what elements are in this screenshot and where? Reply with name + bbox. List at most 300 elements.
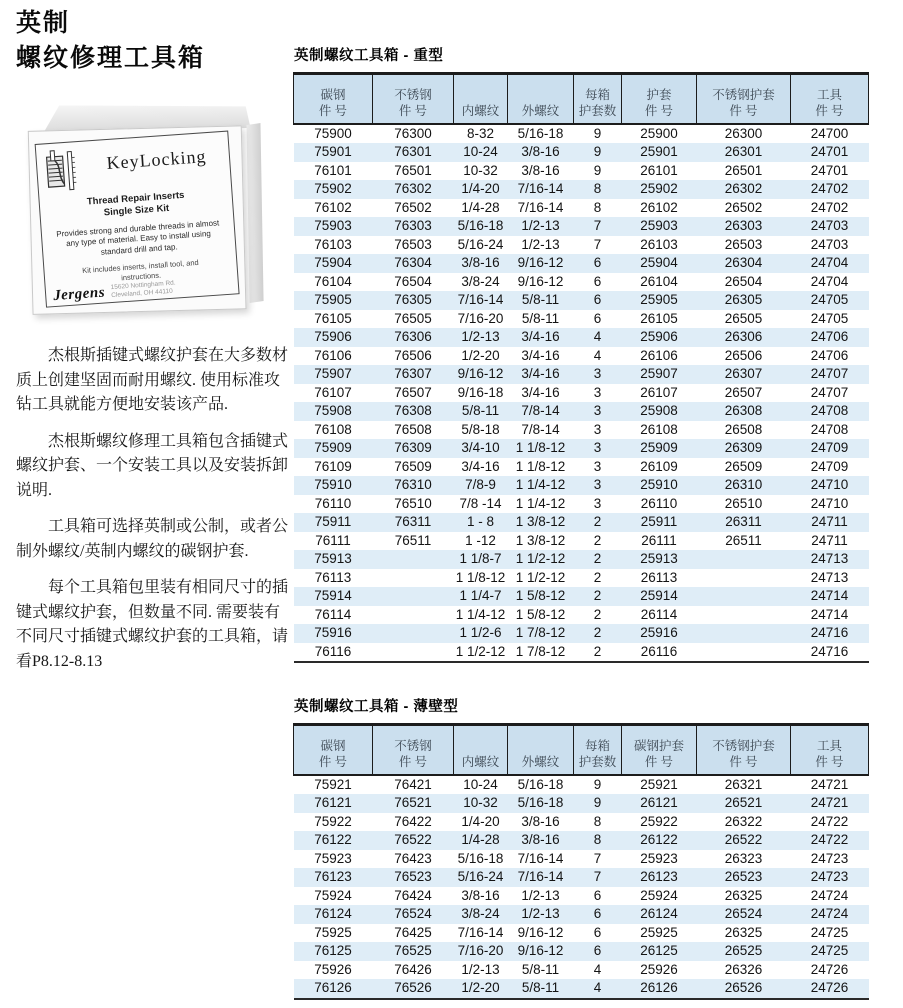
table-cell: 7/16-14 xyxy=(517,869,564,884)
table-cell: 76116 xyxy=(314,643,352,659)
table-cell: 76508 xyxy=(394,421,432,437)
table-cell: 26509 xyxy=(724,458,763,474)
table-cell: 76422 xyxy=(394,813,432,829)
table-cell: 25913 xyxy=(640,551,678,566)
table-cell: 6 xyxy=(593,255,602,270)
table-cell: 76125 xyxy=(314,943,352,958)
table-cell: 2 xyxy=(593,643,602,659)
table-cell: 1 -12 xyxy=(465,532,496,548)
table-cell: 24703 xyxy=(810,236,849,252)
right-column xyxy=(293,44,878,1000)
intro-paragraph-3: 工具箱可选择英制或公制，或者公制外螺纹/英制内螺纹的碳钢护套. xyxy=(16,518,289,560)
table-cell: 7/8 -14 xyxy=(459,495,502,511)
table-cell: 26113 xyxy=(640,569,678,585)
table-cell: 7/16-14 xyxy=(517,850,564,866)
table-cell: 9/16-12 xyxy=(517,924,564,940)
table-row xyxy=(294,254,869,273)
table-cell: 5/8-11 xyxy=(461,403,500,418)
table-cell: 5/16-18 xyxy=(457,850,504,866)
column-header: 不锈钢护套 件 号 xyxy=(697,725,791,775)
box-description: Provides strong and durable threads in almost any type of material. Easy to install using standard drill and tap. xyxy=(56,218,220,257)
table-cell: 3 xyxy=(593,458,602,474)
table-cell: 1 3/8-12 xyxy=(515,514,566,529)
table-cell: 9/16-12 xyxy=(457,366,504,381)
table-row xyxy=(294,384,869,403)
table-cell: 26310 xyxy=(724,477,763,492)
table-cell: 9 xyxy=(593,162,602,178)
table-cell: 24710 xyxy=(810,477,849,492)
parts-table-thin-wall xyxy=(293,723,869,1000)
table-row xyxy=(294,310,869,329)
table-cell: 75904 xyxy=(314,255,352,270)
table-cell: 24708 xyxy=(810,421,849,437)
table-cell: 26116 xyxy=(640,643,678,659)
table-cell: 76103 xyxy=(314,236,352,252)
column-header: 外螺纹 xyxy=(508,74,574,124)
table-cell: 3/8-24 xyxy=(461,273,500,289)
table-cell: 24716 xyxy=(810,643,849,659)
table-cell: 75909 xyxy=(314,440,352,455)
table-cell: 9 xyxy=(593,776,602,792)
table-cell: 1 1/8-12 xyxy=(515,440,566,455)
table-cell: 26301 xyxy=(724,144,763,159)
table-cell: 24723 xyxy=(810,850,849,866)
table-cell: 4 xyxy=(593,980,602,995)
table-cell: 24708 xyxy=(810,403,849,418)
table-cell: 76504 xyxy=(394,273,432,289)
column-header: 每箱 护套数 xyxy=(574,74,622,124)
table-cell: 26309 xyxy=(724,440,763,455)
table-cell: 24722 xyxy=(810,832,849,847)
table-row xyxy=(294,813,869,832)
table-cell: 76523 xyxy=(394,869,432,884)
table-cell: 1/2-13 xyxy=(461,961,500,977)
table-cell: 25906 xyxy=(640,329,678,344)
table-cell: 76305 xyxy=(394,292,432,307)
box-side-face xyxy=(246,123,263,303)
table-cell: 25924 xyxy=(640,887,678,903)
table-cell xyxy=(373,606,454,625)
table-row xyxy=(294,569,869,588)
table-cell: 25904 xyxy=(640,255,678,270)
table-cell: 75901 xyxy=(314,144,352,159)
table-cell: 26107 xyxy=(640,384,678,400)
table-cell: 24710 xyxy=(810,495,849,511)
table-cell: 6 xyxy=(593,310,602,326)
table-cell: 1 1/8-12 xyxy=(455,569,506,585)
table-cell: 2 xyxy=(593,588,602,603)
column-header: 内螺纹 xyxy=(454,74,508,124)
column-header: 碳钢护套 件 号 xyxy=(622,725,697,775)
table-cell: 26306 xyxy=(724,329,763,344)
table-cell: 26522 xyxy=(724,832,763,847)
table-cell: 76126 xyxy=(314,980,352,995)
table-cell: 3/4-16 xyxy=(521,347,560,363)
table-cell: 5/16-24 xyxy=(457,236,504,252)
table-cell: 24704 xyxy=(810,255,849,270)
table-cell: 7/16-14 xyxy=(457,924,504,940)
table-cell: 75924 xyxy=(314,887,352,903)
jergens-logo: Jergens xyxy=(52,284,106,304)
table-cell: 76113 xyxy=(314,569,352,585)
table-cell: 3/8-16 xyxy=(521,832,560,847)
table-cell: 10-24 xyxy=(463,776,498,792)
table-cell: 1 - 8 xyxy=(466,514,494,529)
table-cell: 25903 xyxy=(640,218,678,233)
table-cell: 24716 xyxy=(810,625,849,640)
table-cell: 6 xyxy=(593,943,602,958)
table-row xyxy=(294,162,869,181)
table-row xyxy=(294,905,869,924)
table-cell: 3/4-16 xyxy=(521,329,560,344)
table-cell: 1 1/2-12 xyxy=(515,551,566,566)
table-cell: 7 xyxy=(593,218,602,233)
table-cell: 26110 xyxy=(640,495,678,511)
table-cell: 76510 xyxy=(394,495,432,511)
table-cell: 26523 xyxy=(724,869,763,884)
box-brand: KeyLocking xyxy=(105,146,208,174)
table-cell: 5/16-24 xyxy=(457,869,504,884)
table-cell: 3/8-16 xyxy=(521,162,560,178)
thin-wall-section xyxy=(293,695,878,1000)
table-cell: 76102 xyxy=(314,199,352,215)
table-cell: 26305 xyxy=(724,292,763,307)
table-cell: 24707 xyxy=(810,366,849,381)
table-cell xyxy=(697,569,791,588)
table-cell: 26506 xyxy=(724,347,763,363)
table-cell: 76114 xyxy=(314,606,352,622)
table-row xyxy=(294,961,869,980)
table-cell: 5/8-11 xyxy=(521,292,560,307)
table-cell: 76526 xyxy=(394,980,432,995)
table-cell: 76306 xyxy=(394,329,432,344)
table-cell: 24704 xyxy=(810,273,849,289)
table-cell: 75913 xyxy=(314,551,352,566)
table-cell: 24726 xyxy=(810,961,849,977)
table-cell: 76521 xyxy=(394,795,432,810)
table-cell: 75911 xyxy=(314,514,352,529)
table-cell: 3 xyxy=(593,477,602,492)
table-cell: 76507 xyxy=(394,384,432,400)
table-cell: 1 1/4-7 xyxy=(459,588,502,603)
table-cell: 25900 xyxy=(640,125,678,141)
table-cell: 76302 xyxy=(394,181,432,196)
table-cell: 25922 xyxy=(640,813,678,829)
table-cell: 76301 xyxy=(394,144,432,159)
table-cell: 3 xyxy=(593,495,602,511)
table-cell: 9 xyxy=(593,795,602,810)
table-row xyxy=(294,495,869,514)
table-cell: 75905 xyxy=(314,292,352,307)
table-row xyxy=(294,587,869,606)
table-cell: 26106 xyxy=(640,347,678,363)
table-cell xyxy=(697,550,791,569)
table-cell: 26321 xyxy=(724,776,763,792)
table-cell: 6 xyxy=(593,924,602,940)
table-cell: 5/16-18 xyxy=(517,776,564,792)
table-cell: 26323 xyxy=(724,850,763,866)
table-cell: 1 3/8-12 xyxy=(515,532,566,548)
table-cell: 7 xyxy=(593,869,602,884)
table-title-heavy-duty: 英制螺纹工具箱 - 重型 xyxy=(294,48,444,64)
table-cell: 3 xyxy=(593,440,602,455)
box-subtitle-1: Thread Repair Inserts xyxy=(86,189,185,208)
table-cell: 76311 xyxy=(394,514,432,529)
table-cell: 8 xyxy=(593,832,602,847)
table-row xyxy=(294,775,869,795)
column-header: 内螺纹 xyxy=(454,725,508,775)
table-cell: 2 xyxy=(593,625,602,640)
table-cell: 24709 xyxy=(810,440,849,455)
intro-paragraph-1: 杰根斯插键式螺纹护套在大多数材质上创建坚固而耐用螺纹. 使用标准攻钻工具就能方便地安装该产品. xyxy=(16,347,289,413)
table-cell: 76503 xyxy=(394,236,432,252)
table-cell: 1 1/8-7 xyxy=(459,551,502,566)
table-cell: 8 xyxy=(593,813,602,829)
table-cell: 25907 xyxy=(640,366,678,381)
table-cell: 9/16-18 xyxy=(457,384,504,400)
table-cell: 76421 xyxy=(394,776,432,792)
table-cell: 25902 xyxy=(640,181,678,196)
table-cell: 26125 xyxy=(640,943,678,958)
table-row xyxy=(294,365,869,384)
table-cell: 24700 xyxy=(810,125,849,141)
table-cell: 9 xyxy=(593,144,602,159)
column-header: 工具 件 号 xyxy=(791,74,869,124)
box-address: 15620 Nottingham Rd. Cleveland, OH 44110 xyxy=(110,279,176,300)
column-header: 不锈钢护套 件 号 xyxy=(697,74,791,124)
table-cell: 76109 xyxy=(314,458,352,474)
table-cell: 24705 xyxy=(810,292,849,307)
column-header: 护套 件 号 xyxy=(622,74,697,124)
table-cell: 26502 xyxy=(724,199,763,215)
table-cell: 24721 xyxy=(810,795,849,810)
table-cell: 5/8-11 xyxy=(521,980,560,995)
table-cell xyxy=(697,624,791,643)
table-cell: 6 xyxy=(593,292,602,307)
table-cell: 75906 xyxy=(314,329,352,344)
table-cell: 75916 xyxy=(314,625,352,640)
table-cell: 1/2-13 xyxy=(521,218,560,233)
table-cell: 1/2-13 xyxy=(521,887,560,903)
table-cell: 8 xyxy=(593,181,602,196)
table-cell: 3/4-16 xyxy=(521,384,560,400)
table-cell: 24705 xyxy=(810,310,849,326)
table-cell: 24721 xyxy=(810,776,849,792)
table-cell: 76307 xyxy=(394,366,432,381)
table-cell: 76105 xyxy=(314,310,352,326)
column-header: 不锈钢 件 号 xyxy=(373,725,454,775)
header-row xyxy=(294,74,869,124)
table-cell: 6 xyxy=(593,273,602,289)
table-cell: 3/8-16 xyxy=(461,255,500,270)
table-row xyxy=(294,291,869,310)
box-includes: Kit includes inserts, install tool, and instructions. xyxy=(81,257,199,283)
table-cell: 7/8-14 xyxy=(521,403,560,418)
table-cell: 26114 xyxy=(640,606,678,622)
table-cell: 26526 xyxy=(724,980,763,995)
table-row xyxy=(294,328,869,347)
table-cell: 1/4-20 xyxy=(461,813,500,829)
table-cell: 26501 xyxy=(724,162,763,178)
table-cell: 76303 xyxy=(394,218,432,233)
table-cell: 26302 xyxy=(724,181,763,196)
table-cell: 1 1/2-6 xyxy=(459,625,502,640)
table-cell: 5/8-11 xyxy=(521,310,560,326)
table-cell: 1/2-20 xyxy=(461,980,500,995)
table-row xyxy=(294,624,869,643)
table-cell: 75923 xyxy=(314,850,352,866)
table-cell: 25911 xyxy=(640,514,678,529)
table-cell: 24724 xyxy=(810,887,849,903)
table-cell: 10-32 xyxy=(463,162,498,178)
table-cell: 24725 xyxy=(810,924,849,940)
table-cell: 76310 xyxy=(394,477,432,492)
table-cell: 76511 xyxy=(394,532,432,548)
table-cell: 24725 xyxy=(810,943,849,958)
table-cell: 7/16-20 xyxy=(457,310,504,326)
table-cell: 3/8-16 xyxy=(461,887,500,903)
table-row xyxy=(294,402,869,421)
table-cell: 76121 xyxy=(314,795,352,810)
table-cell: 24703 xyxy=(810,218,849,233)
table-cell xyxy=(697,587,791,606)
table-row xyxy=(294,439,869,458)
table-row xyxy=(294,476,869,495)
table-cell xyxy=(373,643,454,663)
table-cell: 26508 xyxy=(724,421,763,437)
table-cell: 76104 xyxy=(314,273,352,289)
table-row xyxy=(294,236,869,255)
table-row xyxy=(294,550,869,569)
table-cell: 7/8-9 xyxy=(465,477,496,492)
table-cell: 7 xyxy=(593,236,602,252)
table-cell: 1 1/4-12 xyxy=(515,477,566,492)
box-subtitle-2: Single Size Kit xyxy=(103,203,170,219)
column-header: 不锈钢 件 号 xyxy=(373,74,454,124)
table-cell: 24706 xyxy=(810,329,849,344)
table-cell: 75902 xyxy=(314,181,352,196)
table-cell: 24702 xyxy=(810,181,849,196)
table-cell: 6 xyxy=(593,906,602,921)
table-cell: 3 xyxy=(593,403,602,418)
table-cell: 5/16-18 xyxy=(517,125,564,141)
table-cell: 3/8-16 xyxy=(521,144,560,159)
table-cell: 75926 xyxy=(314,961,352,977)
table-cell: 8-32 xyxy=(466,125,495,141)
table-cell: 76501 xyxy=(394,162,432,178)
table-cell: 8 xyxy=(593,199,602,215)
table-cell: 26122 xyxy=(640,832,678,847)
table-cell: 76300 xyxy=(394,125,432,141)
table-row xyxy=(294,273,869,292)
table-cell: 1/4-20 xyxy=(461,181,500,196)
table-cell: 26325 xyxy=(724,924,763,940)
table-cell: 26326 xyxy=(724,961,763,977)
table-cell: 26325 xyxy=(724,887,763,903)
table-cell: 25921 xyxy=(640,776,678,792)
table-row xyxy=(294,942,869,961)
table-cell: 3/8-24 xyxy=(461,906,500,921)
table-cell: 7/16-14 xyxy=(457,292,504,307)
table-cell: 25905 xyxy=(640,292,678,307)
column-header: 外螺纹 xyxy=(508,725,574,775)
table-row xyxy=(294,180,869,199)
table-cell: 76426 xyxy=(394,961,432,977)
left-column xyxy=(16,6,288,686)
table-cell: 4 xyxy=(593,961,602,977)
table-cell: 24714 xyxy=(810,606,849,622)
table-cell: 24701 xyxy=(810,144,849,159)
table-cell: 26121 xyxy=(640,795,678,810)
table-cell: 26123 xyxy=(640,869,678,884)
table-cell: 24722 xyxy=(810,813,849,829)
table-cell: 3 xyxy=(593,366,602,381)
table-row xyxy=(294,643,869,663)
table-cell: 26525 xyxy=(724,943,763,958)
table-cell: 2 xyxy=(593,551,602,566)
table-row xyxy=(294,532,869,551)
table-row xyxy=(294,513,869,532)
table-cell: 76110 xyxy=(314,495,352,511)
table-cell: 4 xyxy=(593,329,602,344)
table-cell: 1/4-28 xyxy=(461,199,500,215)
table-cell: 76124 xyxy=(314,906,352,921)
table-cell: 26511 xyxy=(725,532,762,548)
table-cell: 5/8-18 xyxy=(461,421,500,437)
table-cell: 76425 xyxy=(394,924,432,940)
heavy-duty-section xyxy=(293,44,878,663)
table-cell: 2 xyxy=(593,606,602,622)
table-cell: 9/16-12 xyxy=(517,255,564,270)
table-cell: 26505 xyxy=(724,310,763,326)
table-cell: 24713 xyxy=(810,551,849,566)
table-cell: 76106 xyxy=(314,347,352,363)
table-cell: 24702 xyxy=(810,199,849,215)
table-cell: 1/2-13 xyxy=(521,906,560,921)
table-cell xyxy=(697,643,791,663)
table-cell: 7/16-20 xyxy=(457,943,504,958)
table-cell: 2 xyxy=(593,514,602,529)
table-cell: 75900 xyxy=(314,125,352,141)
table-cell: 1 7/8-12 xyxy=(515,625,566,640)
table-cell: 1 1/2-12 xyxy=(515,569,566,585)
table-row xyxy=(294,217,869,236)
table-cell xyxy=(373,550,454,569)
table-row xyxy=(294,979,869,999)
table-cell: 24706 xyxy=(810,347,849,363)
table-cell xyxy=(697,606,791,625)
table-cell: 26111 xyxy=(641,532,677,548)
table-cell: 76309 xyxy=(394,440,432,455)
table-row xyxy=(294,143,869,162)
table-cell: 75903 xyxy=(314,218,352,233)
table-cell: 76509 xyxy=(394,458,432,474)
table-cell: 9 xyxy=(593,125,602,141)
table-cell: 6 xyxy=(593,887,602,903)
table-cell: 1 7/8-12 xyxy=(515,643,566,659)
page-title xyxy=(16,6,288,76)
table-cell: 5/16-18 xyxy=(517,795,564,810)
table-cell: 26103 xyxy=(640,236,678,252)
table-cell: 76304 xyxy=(394,255,432,270)
table-cell: 7/8-14 xyxy=(521,421,560,437)
table-cell: 24701 xyxy=(810,162,849,178)
table-cell: 9/16-12 xyxy=(517,273,564,289)
intro-paragraph-2: 杰根斯螺纹修理工具箱包含插键式螺纹护套、一个安装工具以及安装拆卸说明. xyxy=(16,432,289,499)
table-row xyxy=(294,831,869,850)
table-cell: 26105 xyxy=(640,310,678,326)
table-title-thin-wall: 英制螺纹工具箱 - 薄壁型 xyxy=(294,699,459,715)
